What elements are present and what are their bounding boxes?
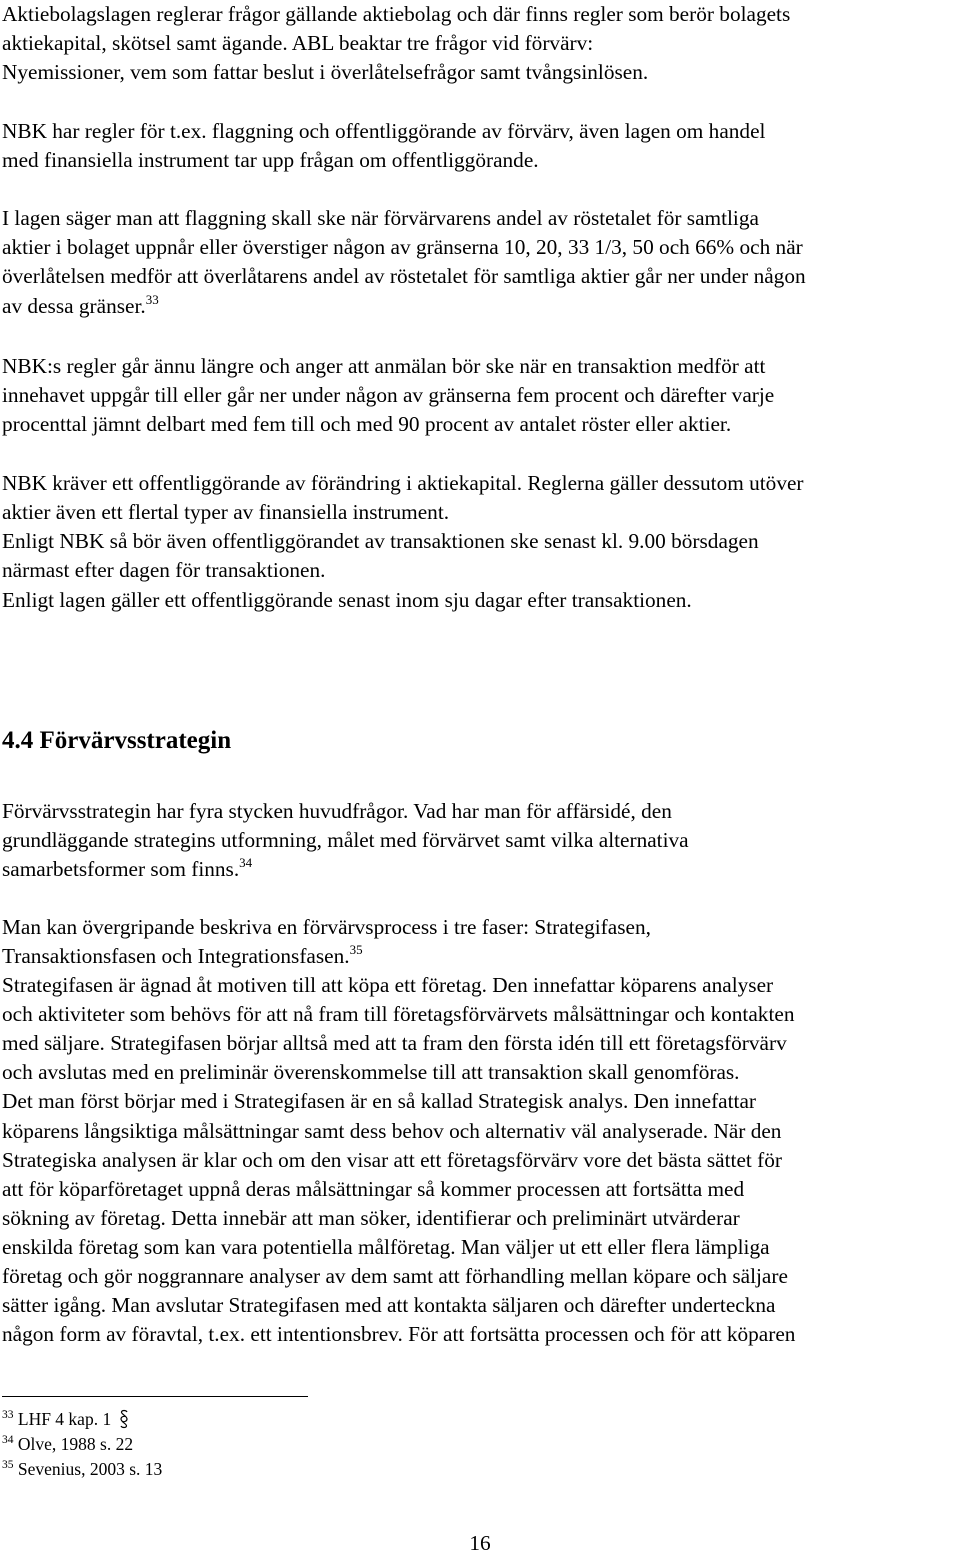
text-line: aktiekapital, skötsel samt ägande. ABL beaktar tre frågor vid förvärv: <box>2 31 594 55</box>
text-line: Det man först börjar med i Strategifasen är en så kallad Strategisk analys. Den innefattar <box>2 1089 757 1113</box>
section-sign-icon <box>118 1409 130 1429</box>
text-line: överlåtelsen medför att överlåtarens andel av röstetalet för samtliga aktier går ner under någon <box>2 264 806 288</box>
text-line: samarbetsformer som finns. <box>2 857 240 881</box>
text-line: med finansiella instrument tar upp frågan om offentliggörande. <box>2 148 539 172</box>
text-line: närmast efter dagen för transaktionen. <box>2 558 326 582</box>
footnote-text: LHF 4 kap. 1 <box>17 1409 112 1429</box>
text-line: Enligt NBK så bör även offentliggörandet av transaktionen ske senast kl. 9.00 börsdagen <box>2 529 759 553</box>
text-line-with-footnote <box>2 942 363 971</box>
text-line: av dessa gränser. <box>2 294 146 318</box>
text-line: NBK har regler för t.ex. flaggning och offentliggörande av förvärv, även lagen om handel <box>2 119 766 143</box>
text-line: innehavet uppgår till eller går ner under någon av gränserna fem procent och därefter varje <box>2 383 775 407</box>
text-line: företag och gör noggrannare analyser av dem samt att förhandling mellan köpare och säljare <box>2 1264 788 1288</box>
text-line: NBK:s regler går ännu längre och anger att anmälan bör ske när en transaktion medför att <box>2 354 766 378</box>
section-heading: 4.4 Förvärvsstrategin <box>2 727 232 754</box>
text-line: sätter igång. Man avslutar Strategifasen med att kontakta säljaren och därefter underteckna <box>2 1293 776 1317</box>
text-line: Nyemissioner, vem som fattar beslut i överlåtelsefrågor samt tvångsinlösen. <box>2 60 649 84</box>
footnote-separator <box>2 1396 308 1397</box>
text-line: Aktiebolagslagen reglerar frågor gällande aktiebolag och där finns regler som berör bolagets <box>2 2 791 26</box>
text-line: köparens långsiktiga målsättningar samt dess behov och alternativ väl analyserade. När den <box>2 1119 782 1143</box>
text-line-with-footnote <box>2 855 252 884</box>
text-line: I lagen säger man att flaggning skall ske när förvärvarens andel av röstetalet för samtliga <box>2 206 759 230</box>
footnote-text: Olve, 1988 s. 22 <box>17 1434 134 1454</box>
footnote <box>2 1408 130 1430</box>
text-line: procenttal jämnt delbart med fem till och med 90 procent av antalet röster eller aktier. <box>2 412 732 436</box>
text-line: och avslutas med en preliminär överenskommelse till att transaktion skall genomföras. <box>2 1060 740 1084</box>
text-line: att för köparföretaget uppnå deras målsättningar så kommer processen att fortsätta med <box>2 1177 745 1201</box>
text-line: grundläggande strategins utformning, målet med förvärvet samt vilka alternativa <box>2 828 689 852</box>
footnote <box>2 1433 133 1455</box>
text-line: enskilda företag som kan vara potentiella målföretag. Man väljer ut ett eller flera lämpliga <box>2 1235 770 1259</box>
footnote-ref: 35 <box>349 942 363 957</box>
text-line: någon form av föravtal, t.ex. ett intentionsbrev. För att fortsätta processen och för att köparen <box>2 1322 796 1346</box>
footnote-number: 34 <box>2 1434 14 1446</box>
text-line: sökning av företag. Detta innebär att man söker, identifierar och preliminärt utvärderar <box>2 1206 740 1230</box>
footnote-number: 33 <box>2 1409 14 1421</box>
text-line: NBK kräver ett offentliggörande av förändring i aktiekapital. Reglerna gäller dessutom utöver <box>2 471 804 495</box>
footnote-number: 35 <box>2 1459 14 1471</box>
text-line: Man kan övergripande beskriva en förvärvsprocess i tre faser: Strategifasen, <box>2 915 651 939</box>
text-line: med säljare. Strategifasen börjar alltså med att ta fram den första idén till ett företagsförvärv <box>2 1031 787 1055</box>
text-line: Enligt lagen gäller ett offentliggörande senast inom sju dagar efter transaktionen. <box>2 588 692 612</box>
text-line: aktier även ett flertal typer av finansiella instrument. <box>2 500 450 524</box>
text-line: Transaktionsfasen och Integrationsfasen. <box>2 944 350 968</box>
footnote-ref: 33 <box>145 292 159 307</box>
footnote <box>2 1458 162 1480</box>
text-line: Strategifasen är ägnad åt motiven till att köpa ett företag. Den innefattar köparens analyser <box>2 973 774 997</box>
text-line: aktier i bolaget uppnår eller överstiger någon av gränserna 10, 20, 33 1/3, 50 och 66% och när <box>2 235 803 259</box>
text-line: Strategiska analysen är klar och om den visar att ett företagsförvärv vore det bästa sättet för <box>2 1148 782 1172</box>
page-number: 16 <box>469 1531 491 1555</box>
text-line: och aktiviteter som behövs för att nå fram till företagsförvärvets målsättningar och kontakten <box>2 1002 795 1026</box>
text-line: Förvärvsstrategin har fyra stycken huvudfrågor. Vad har man för affärsidé, den <box>2 799 672 823</box>
footnote-ref: 34 <box>239 855 253 870</box>
text-line-with-footnote <box>2 292 159 321</box>
footnote-text: Sevenius, 2003 s. 13 <box>17 1459 163 1479</box>
